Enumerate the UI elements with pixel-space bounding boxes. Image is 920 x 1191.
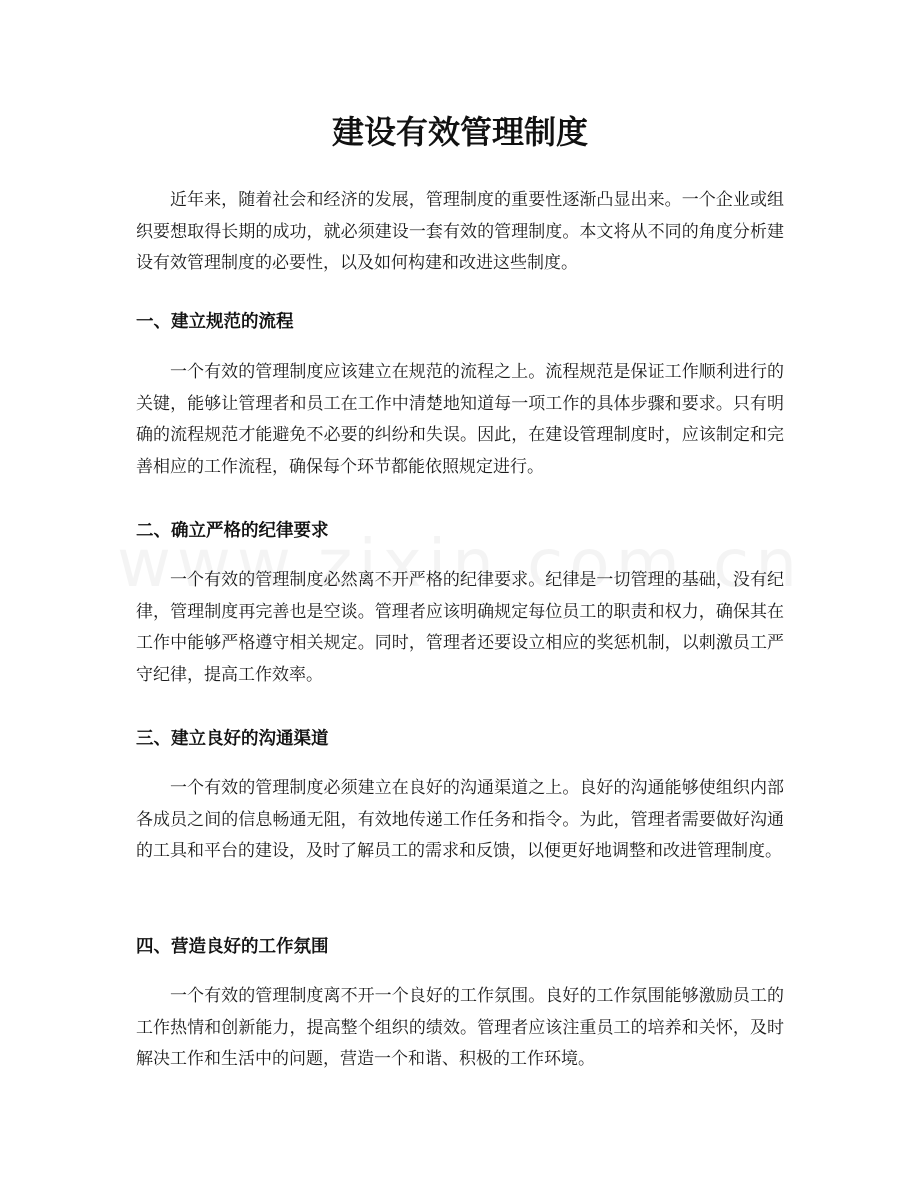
section-heading-1: 一、建立规范的流程 bbox=[136, 312, 294, 332]
section-body-3: 一个有效的管理制度必须建立在良好的沟通渠道之上。良好的沟通能够使组织内部各成员之间的信息畅通无阻，有效地传递工作任务和指令。为此，管理者需要做好沟通的工具和平台的建设，及时了解员工的需求和反馈，以便更好地调整和改进管理制度。 bbox=[136, 778, 784, 861]
section-heading-3: 三、建立良好的沟通渠道 bbox=[136, 729, 329, 749]
section-body-2: 一个有效的管理制度必然离不开严格的纪律要求。纪律是一切管理的基础，没有纪律，管理制度再完善也是空谈。管理者应该明确规定每位员工的职责和权力，确保其在工作中能够严格遵守相关规定。同时，管理者还要设立相应的奖惩机制，以刺激员工严守纪律，提高工作效率。 bbox=[136, 570, 784, 685]
page-title: 建设有效管理制度 bbox=[331, 113, 588, 151]
section-heading-2: 二、确立严格的纪律要求 bbox=[136, 521, 329, 541]
intro-paragraph: 近年来，随着社会和经济的发展，管理制度的重要性逐渐凸显出来。一个企业或组织要想取得长期的成功，就必须建设一套有效的管理制度。本文将从不同的角度分析建设有效管理制度的必要性，以及如何构建和改进这些制度。 bbox=[136, 190, 784, 273]
section-body-4: 一个有效的管理制度离不开一个良好的工作氛围。良好的工作氛围能够激励员工的工作热情和创新能力，提高整个组织的绩效。管理者应该注重员工的培养和关怀，及时解决工作和生活中的问题，营造一个和谐、积极的工作环境。 bbox=[136, 986, 784, 1069]
section-heading-4: 四、营造良好的工作氛围 bbox=[136, 937, 329, 957]
section-body-1: 一个有效的管理制度应该建立在规范的流程之上。流程规范是保证工作顺利进行的关键，能够让管理者和员工在工作中清楚地知道每一项工作的具体步骤和要求。只有明确的流程规范才能避免不必要的纠纷和失误。因此，在建设管理制度时，应该制定和完善相应的工作流程，确保每个环节都能依照规定进行。 bbox=[136, 362, 784, 477]
